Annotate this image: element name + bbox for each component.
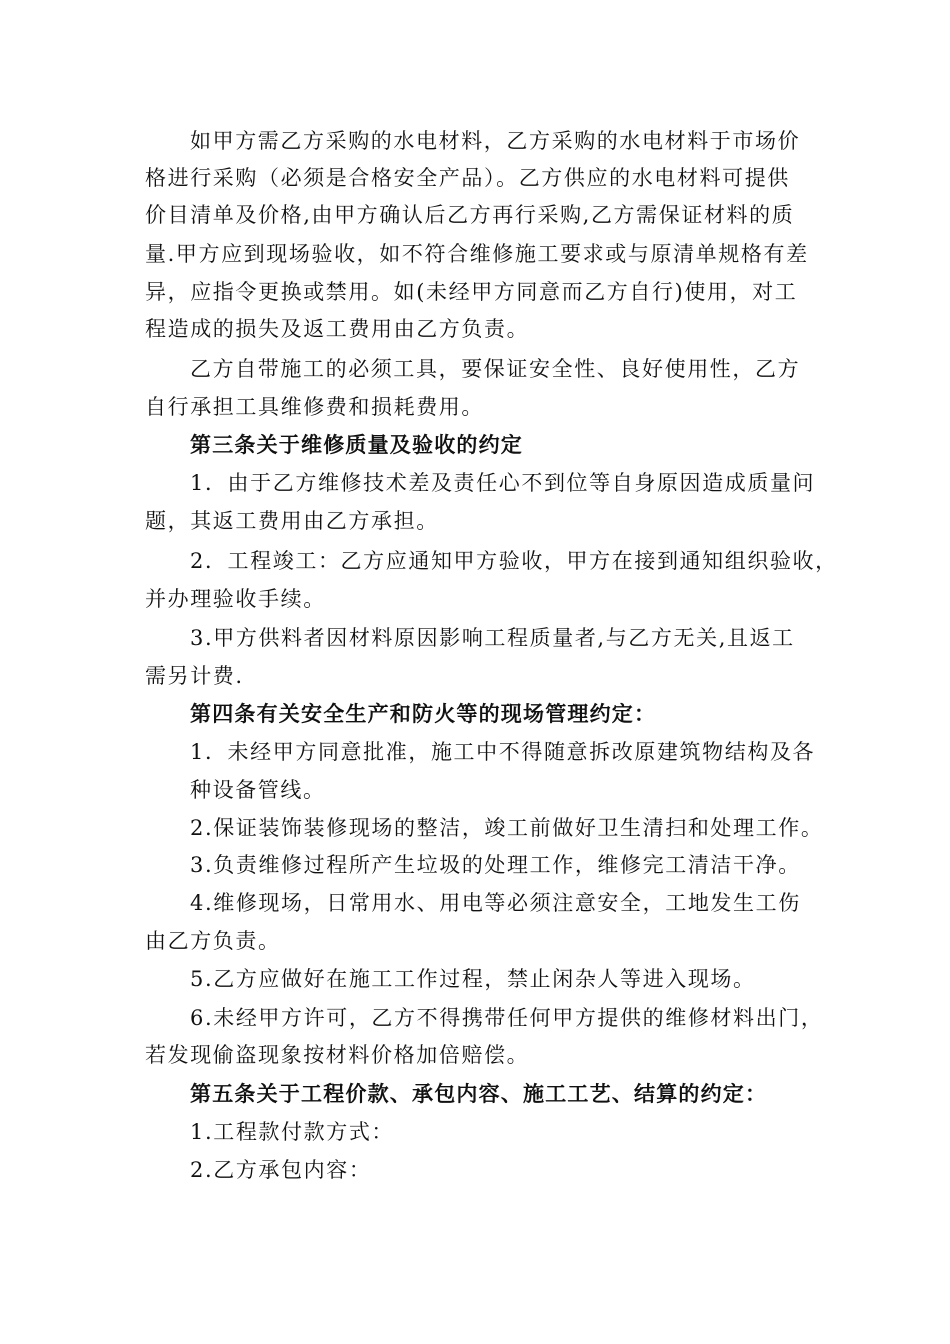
paragraph-line: 2.保证装饰装修现场的整洁，竣工前做好卫生清扫和处理工作。 xyxy=(190,816,824,840)
paragraph-line: 由乙方负责。 xyxy=(145,929,281,953)
paragraph-line: 异，应指令更换或禁用。如(未经甲方同意而乙方自行)使用，对工 xyxy=(145,280,798,304)
paragraph-line: 格进行采购（必须是合格安全产品）。乙方供应的水电材料可提供 xyxy=(145,166,790,190)
section-heading: 第五条关于工程价款、承包内容、施工工艺、结算的约定： xyxy=(190,1081,768,1106)
paragraph-line: 自行承担工具维修费和损耗费用。 xyxy=(145,395,484,419)
paragraph-line: 乙方自带施工的必须工具，要保证安全性、良好使用性，乙方 xyxy=(190,357,801,381)
paragraph-line: 需另计费. xyxy=(145,664,244,688)
paragraph-line: 量.甲方应到现场验收，如不符合维修施工要求或与原清单规格有差 xyxy=(145,242,809,266)
paragraph-line: 2．工程竣工：乙方应通知甲方验收，甲方在接到通知组织验收， xyxy=(190,549,838,573)
paragraph-line: 若发现偷盗现象按材料价格加倍赔偿。 xyxy=(145,1043,530,1067)
section-heading: 第四条有关安全生产和防火等的现场管理约定： xyxy=(190,701,657,726)
paragraph-line: 3.负责维修过程所产生垃圾的处理工作，维修完工清洁干净。 xyxy=(190,853,801,877)
paragraph-line: 1．由于乙方维修技术差及责任心不到位等自身原因造成质量问 xyxy=(190,471,816,495)
paragraph-line: 1．未经甲方同意批准，施工中不得随意拆改原建筑物结构及各 xyxy=(190,740,816,764)
paragraph-line: 价目清单及价格,由甲方确认后乙方再行采购,乙方需保证材料的质 xyxy=(145,203,795,227)
paragraph-line: 如甲方需乙方采购的水电材料，乙方采购的水电材料于市场价 xyxy=(190,129,801,153)
paragraph-line: 1.工程款付款方式： xyxy=(190,1120,395,1144)
paragraph-line: 6.未经甲方许可，乙方不得携带任何甲方提供的维修材料出门， xyxy=(190,1006,824,1030)
section-heading: 第三条关于维修质量及验收的约定 xyxy=(190,432,523,457)
paragraph-line: 3.甲方供料者因材料原因影响工程质量者,与乙方无关,且返工 xyxy=(190,626,795,650)
paragraph-line: 程造成的损失及返工费用由乙方负责。 xyxy=(145,317,530,341)
paragraph-line: 题，其返工费用由乙方承担。 xyxy=(145,509,439,533)
paragraph-line: 4.维修现场，日常用水、用电等必须注意安全，工地发生工伤 xyxy=(190,891,801,915)
paragraph-line: 2.乙方承包内容： xyxy=(190,1158,372,1182)
paragraph-line: 种设备管线。 xyxy=(190,778,326,802)
paragraph-line: 并办理验收手续。 xyxy=(145,587,326,611)
paragraph-line: 5.乙方应做好在施工工作过程，禁止闲杂人等进入现场。 xyxy=(190,967,756,991)
